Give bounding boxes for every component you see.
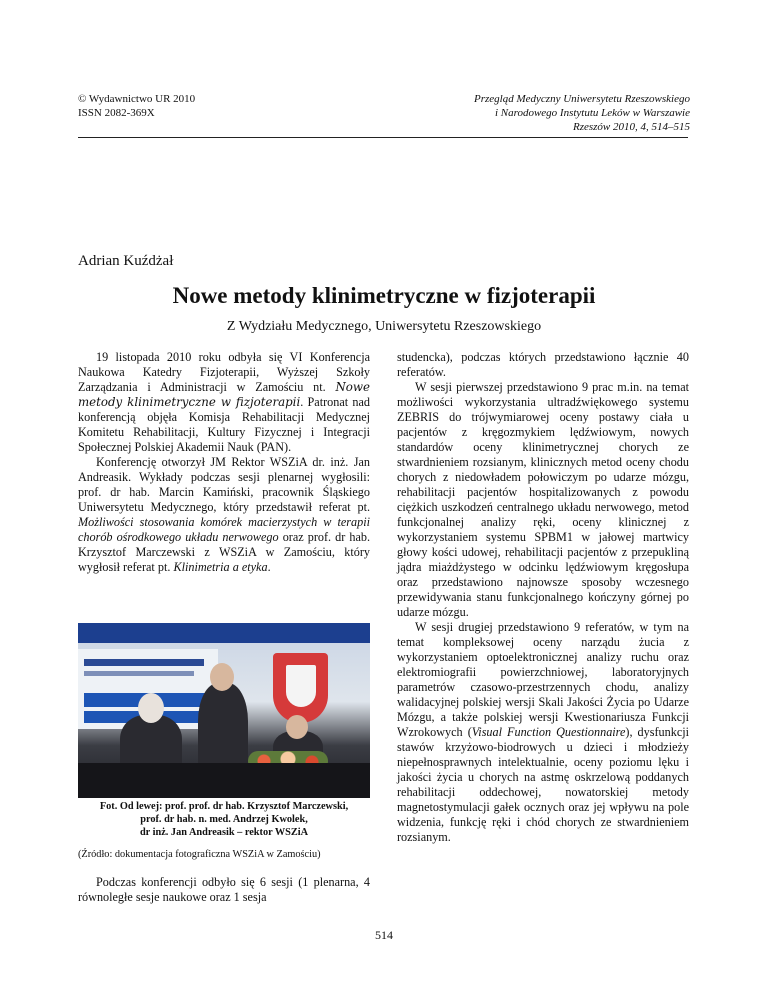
right-column (397, 350, 689, 845)
photo-caption (78, 800, 370, 839)
article-title: Nowe metody klinimetryczne w fizjoterapii (172, 283, 596, 308)
header-left (78, 92, 195, 120)
session-2-text-b: ), dysfunkcji stawów krzyżowo-biodrowych u dzieci i młodzieży niepełnosprawnych intelektualnie, oceny poziomu lęku i jakości życia u chorych na astmę oskrzelową poddanych rehabilitacji oddechowej, nowatorskiej metody magnetostymulacji gałek ocznych oraz jej wpływu na pole widzenia, funkcję ręki i chód chorych ze stwardnieniem rozsianym. (397, 725, 689, 844)
left-column-bottom (78, 875, 370, 905)
article-author: Adrian Kuźdżał (78, 253, 174, 269)
intro-text-a: 19 listopada 2010 roku odbyła się VI Konferencja Naukowa Katedry Fizjoterapii, Wyższej Szkoły Zarządzania i Administracji w Zamościu nt. (78, 350, 370, 394)
left-column (78, 350, 370, 575)
opening-text-a: Konferencję otworzył JM Rektor WSZiA dr. inż. Jan Andreasik. Wykłady podczas sesji plenarnej wygłosili: prof. dr hab. Marcin Kamiński, pracownik Śląskiego Uniwersytetu Medycznego, który przedstawił referat pt. (78, 455, 370, 514)
journal-issue: Rzeszów 2010, 4, 514–515 (572, 121, 690, 133)
opening-text-b: oraz prof. dr hab. Krzysztof Marczewski z WSZiA w Zamościu, który wygłosił referat pt. (78, 530, 370, 574)
questionnaire-title-italic: Visual Function Questionnaire (471, 725, 626, 739)
photo-banner (78, 623, 370, 643)
caption-line-3: dr inż. Jan Andreasik – rektor WSZiA (139, 827, 309, 838)
article-affiliation: Z Wydziału Medycznego, Uniwersytetu Rzeszowskiego (226, 319, 542, 334)
opening-text-c: . (267, 560, 271, 574)
journal-line-1: Przegląd Medyczny Uniwersytetu Rzeszowskiego (474, 93, 690, 105)
paragraph-continued: studencka), podczas których przedstawiono łącznie 40 referatów. (397, 350, 689, 379)
caption-line-2: prof. dr hab. n. med. Andrzej Kwolek, (140, 814, 308, 825)
conference-photo (78, 623, 370, 798)
lecture-title-2: Klinimetria a etyka (173, 560, 268, 574)
paragraph-session-2 (397, 620, 689, 845)
issn-line: ISSN 2082-369X (78, 107, 155, 119)
header-right (474, 92, 690, 134)
session-2-text-a: W sesji drugiej przedstawiono 9 referatów, w tym na temat kompleksowej oceny narządu żucia z wykorzystaniem optoelektronicznej analizy ruchu oraz elektromiografii powierzchniowej, laboratoryjnych parametrów czasowo-przestrzennych chodu, analizy walidacyjnej polskiej wersji Skali Jakości Życia po Udarze Mózgu, a także polskiej wersji Kwestionariusza Funkcji Wzrokowych ( (397, 620, 689, 739)
header-rule (78, 137, 688, 138)
photo-emblem-inner (286, 665, 316, 707)
intro-text-b: . Patronat nad konferencją objęła Komisja Rehabilitacji Medycznej Komitetu Rehabilitacji, Kultury Fizycznej i Integracji Społecznej Polskiej Akademii Nauk (PAN). (78, 395, 370, 454)
journal-line-2: i Narodowego Instytutu Leków w Warszawie (494, 107, 690, 119)
lecture-title-1: Możliwości stosowania komórek macierzystych w terapii chorób ośrodkowego układu nerwowego (78, 515, 370, 544)
publisher-line: © Wydawnictwo UR 2010 (78, 93, 196, 105)
paragraph-intro (78, 350, 370, 455)
photo-head-right (286, 715, 308, 739)
paragraph-sessions: Podczas konferencji odbyło się 6 sesji (1 plenarna, 4 równoległe sesje naukowe oraz 1 sesja (78, 875, 370, 904)
paragraph-session-1: W sesji pierwszej przedstawiono 9 prac m.in. na temat możliwości wykorzystania ultradźwiękowego systemu ZEBRIS do trójwymiarowej oceny postawy ciała u pacjentów z kręgozmykiem lędźwiowym, nowych standardów oceny klinimetrycznej chorych ze stwardnieniem rozsianym, klinicznych metod oceny chodu chorych z niedowładem połowiczym po udarze mózgu, rehabilitacji pacjentów hospitalizowanych z powodu ciężkich uszkodzeń centralnego układu nerwowego, metod funkcjonalnej analizy ręki, oceny klinicznej z wykorzystaniem systemu SPBM1 w jałowej martwicy głowy kości udowej, rehabilitacji pacjentów z przepukliną jądra miażdżystego w odcinku lędźwiowym kręgosłupa oraz przedstawiono najnowsze sposoby wczesnego przewidywania stanu funkcjonalnego kończyny górnej po udarze mózgu. (397, 380, 689, 619)
photo-head-left (138, 693, 164, 723)
photo-source: (Źródło: dokumentacja fotograficzna WSZiA w Zamościu) (78, 849, 321, 860)
page-number: 514 (375, 928, 393, 942)
conference-title-italic: Nowe metody klinimetryczne w fizjoterapii (78, 380, 370, 409)
caption-line-1: Fot. Od lewej: prof. prof. dr hab. Krzysztof Marczewski, (99, 801, 349, 812)
photo-head-center (210, 663, 234, 691)
photo-table (78, 763, 370, 798)
paragraph-opening (78, 455, 370, 575)
